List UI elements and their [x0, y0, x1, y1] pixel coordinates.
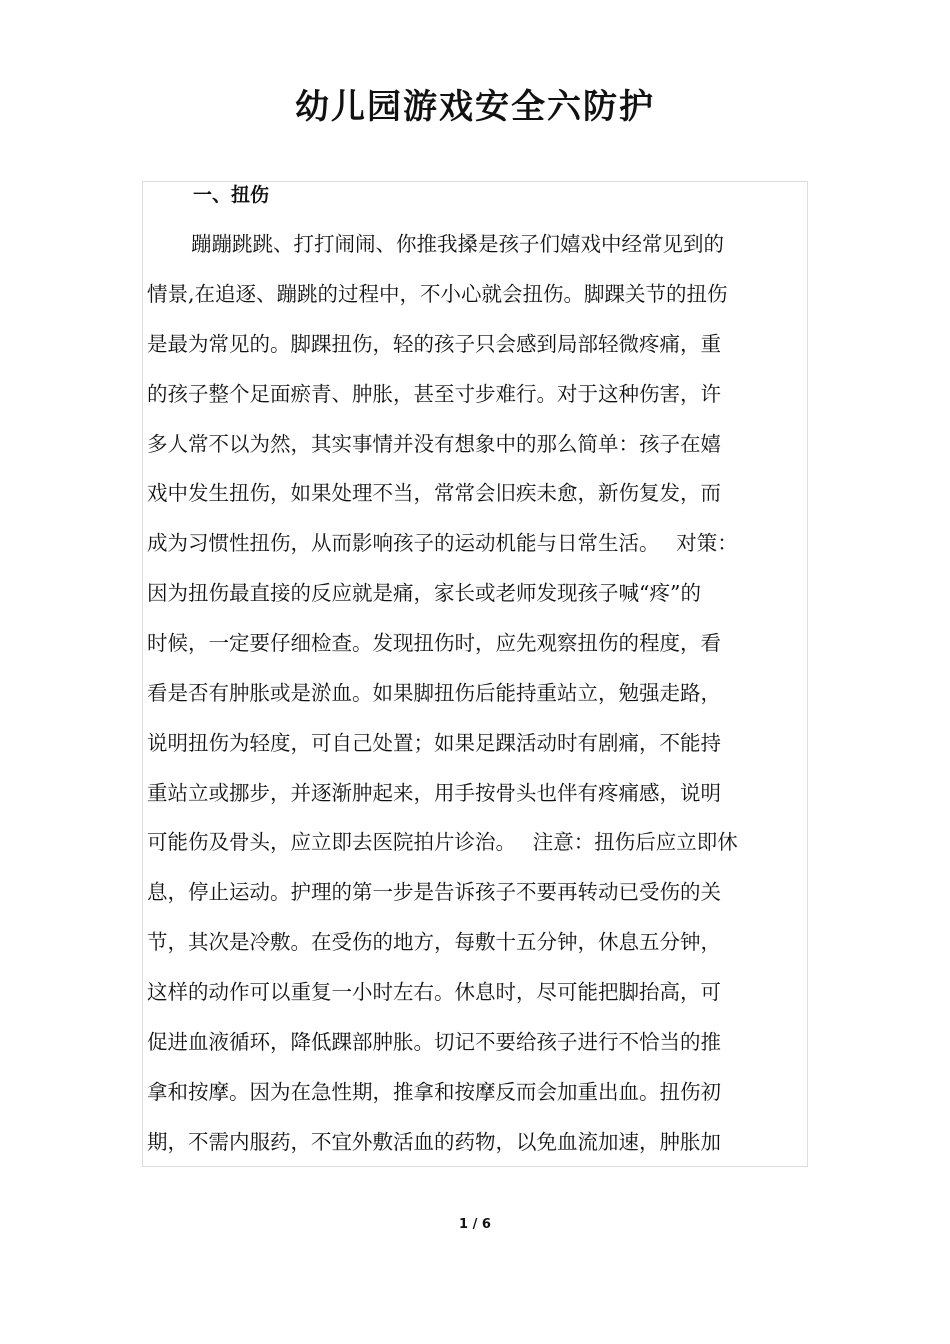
paragraph-line: 促进血液循环，降低踝部肿胀。切记不要给孩子进行不恰当的推: [147, 1030, 721, 1054]
paragraph-line: 息，停止运动。护理的第一步是告诉孩子不要再转动已受伤的关: [147, 880, 721, 904]
content-frame: [142, 181, 808, 1167]
document-title: 幼儿园游戏安全六防护: [295, 87, 655, 127]
paragraph-line: 重站立或挪步，并逐渐肿起来，用手按骨头也伴有疼痛感，说明: [147, 781, 721, 805]
paragraph-line: 成为习惯性扭伤，从而影响孩子的运动机能与日常生活。 对策：: [147, 531, 738, 555]
paragraph-line: 情景,在追逐、蹦跳的过程中，不小心就会扭伤。脚踝关节的扭伤: [147, 282, 728, 306]
paragraph-line: 因为扭伤最直接的反应就是痛，家长或老师发现孩子喊“疼”的: [147, 581, 701, 605]
paragraph-line: 节，其次是冷敷。在受伤的地方，每敷十五分钟，休息五分钟，: [147, 930, 721, 954]
paragraph-line: 看是否有肿胀或是淤血。如果脚扭伤后能持重站立，勉强走路，: [147, 681, 721, 705]
paragraph-line: 的孩子整个足面瘀青、肿胀，甚至寸步难行。对于这种伤害，许: [147, 382, 721, 406]
paragraph-line: 可能伤及骨头，应立即去医院拍片诊治。 注意：扭伤后应立即休: [147, 830, 738, 854]
section-heading: 一、扭伤: [193, 184, 270, 206]
paragraph-line: 是最为常见的。脚踝扭伤，轻的孩子只会感到局部轻微疼痛，重: [147, 332, 721, 356]
paragraph-line: 期，不需内服药，不宜外敷活血的药物，以免血流加速，肿胀加: [147, 1130, 721, 1154]
paragraph-line: 时候，一定要仔细检查。发现扭伤时，应先观察扭伤的程度，看: [147, 631, 721, 655]
page-indicator: 1 / 6: [459, 1217, 491, 1232]
paragraph-line: 拿和按摩。因为在急性期，推拿和按摩反而会加重出血。扭伤初: [147, 1080, 721, 1104]
paragraph-line: 蹦蹦跳跳、打打闹闹、你推我搡是孩子们嬉戏中经常见到的: [191, 232, 724, 256]
paragraph-line: 这样的动作可以重复一小时左右。休息时，尽可能把脚抬高，可: [147, 980, 721, 1004]
paragraph-line: 说明扭伤为轻度，可自己处置；如果足踝活动时有剧痛，不能持: [147, 731, 721, 755]
paragraph-line: 多人常不以为然，其实事情并没有想象中的那么简单：孩子在嬉: [147, 432, 721, 456]
paragraph-line: 戏中发生扭伤，如果处理不当，常常会旧疾未愈，新伤复发，而: [147, 481, 721, 505]
